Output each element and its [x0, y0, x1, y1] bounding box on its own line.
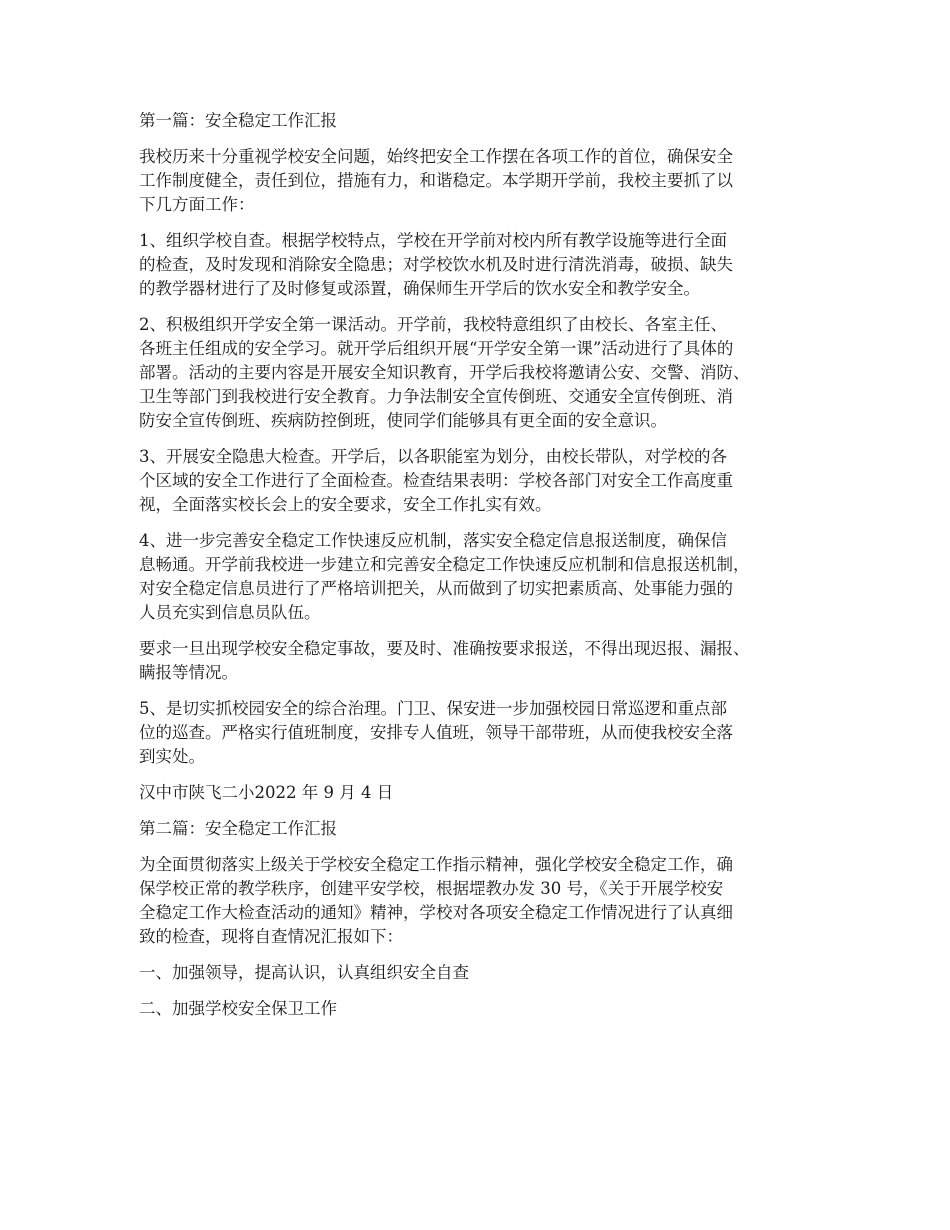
text-line: 要求一旦出现学校安全稳定事故，要及时、准确按要求报送，不得出现迟报、漏报、 [139, 639, 750, 658]
paragraph [139, 853, 819, 949]
text-line: 一、加强领导，提高认识，认真组织安全自查 [139, 963, 469, 982]
paragraph [139, 313, 819, 433]
text-line: 人员充实到信息员队伍。 [139, 603, 321, 622]
text-line: 汉中市陕飞二小2022 年 9 月 4 日 [139, 783, 394, 802]
text-line: 到实处。 [139, 747, 205, 766]
text-line: 的教学器材进行了及时修复或添置，确保师生开学后的饮水安全和教学安全。 [139, 279, 700, 298]
text-line: 第一篇：安全稳定工作汇报 [139, 111, 337, 130]
text-line: 1、组织学校自查。根据学校特点，学校在开学前对校内所有教学设施等进行全面 [139, 231, 727, 250]
text-line: 致的检查，现将自查情况汇报如下： [139, 927, 403, 946]
paragraph [139, 637, 819, 685]
paragraph [139, 997, 819, 1021]
text-line: 保学校正常的教学秩序，创建平安学校，根据堽教办发 30 号，《关于开展学校安 [139, 879, 724, 898]
text-line: 防安全宣传倒班、疾病防控倒班，使同学们能够具有更全面的安全意识。 [139, 411, 667, 430]
paragraph [139, 781, 819, 805]
paragraph [139, 817, 819, 841]
text-line: 的检查，及时发现和消除安全隐患；对学校饮水机及时进行清洗消毒，破损、缺失 [139, 255, 733, 274]
text-line: 3、开展安全隐患大检查。开学后，以各职能室为划分，由校长带队，对学校的各 [139, 447, 727, 466]
text-line: 视，全面落实校长会上的安全要求，安全工作扎实有效。 [139, 495, 552, 514]
text-line: 个区域的安全工作进行了全面检查。检查结果表明：学校各部门对安全工作高度重 [139, 471, 733, 490]
text-line: 二、加强学校安全保卫工作 [139, 999, 337, 1018]
text-line: 息畅通。开学前我校进一步建立和完善安全稳定工作快速反应机制和信息报送机制， [139, 555, 750, 574]
paragraph [139, 109, 819, 133]
text-line: 2、积极组织开学安全第一课活动。开学前，我校特意组织了由校长、各室主任、 [139, 315, 727, 334]
paragraph [139, 961, 819, 985]
text-line: 4、进一步完善安全稳定工作快速反应机制，落实安全稳定信息报送制度，确保信 [139, 531, 727, 550]
text-line: 我校历来十分重视学校安全问题，始终把安全工作摆在各项工作的首位，确保安全 [139, 147, 733, 166]
text-line: 5、是切实抓校园安全的综合治理。门卫、保安进一步加强校园日常巡逻和重点部 [139, 699, 727, 718]
text-line: 瞒报等情况。 [139, 663, 238, 682]
text-line: 对安全稳定信息员进行了严格培训把关，从而做到了切实把素质高、处事能力强的 [139, 579, 733, 598]
paragraph [139, 145, 819, 217]
text-line: 工作制度健全，责任到位，措施有力，和谐稳定。本学期开学前，我校主要抓了以 [139, 171, 733, 190]
paragraph [139, 229, 819, 301]
text-line: 部署。活动的主要内容是开展安全知识教育，开学后我校将邀请公安、交警、消防、 [139, 363, 750, 382]
paragraph [139, 445, 819, 517]
text-line: 下几方面工作： [139, 195, 255, 214]
document-body [139, 109, 819, 1033]
paragraph [139, 529, 819, 625]
text-line: 卫生等部门到我校进行安全教育。力争法制安全宣传倒班、交通安全宣传倒班、消 [139, 387, 733, 406]
text-line: 全稳定工作大检查活动的通知》精神，学校对各项安全稳定工作情况进行了认真细 [139, 903, 733, 922]
paragraph [139, 697, 819, 769]
text-line: 位的巡查。严格实行值班制度，安排专人值班，领导干部带班，从而使我校安全落 [139, 723, 733, 742]
text-line: 为全面贯彻落实上级关于学校安全稳定工作指示精神，强化学校安全稳定工作，确 [139, 855, 733, 874]
text-line: 各班主任组成的安全学习。就开学后组织开展“开学安全第一课”活动进行了具体的 [139, 339, 734, 358]
text-line: 第二篇：安全稳定工作汇报 [139, 819, 337, 838]
